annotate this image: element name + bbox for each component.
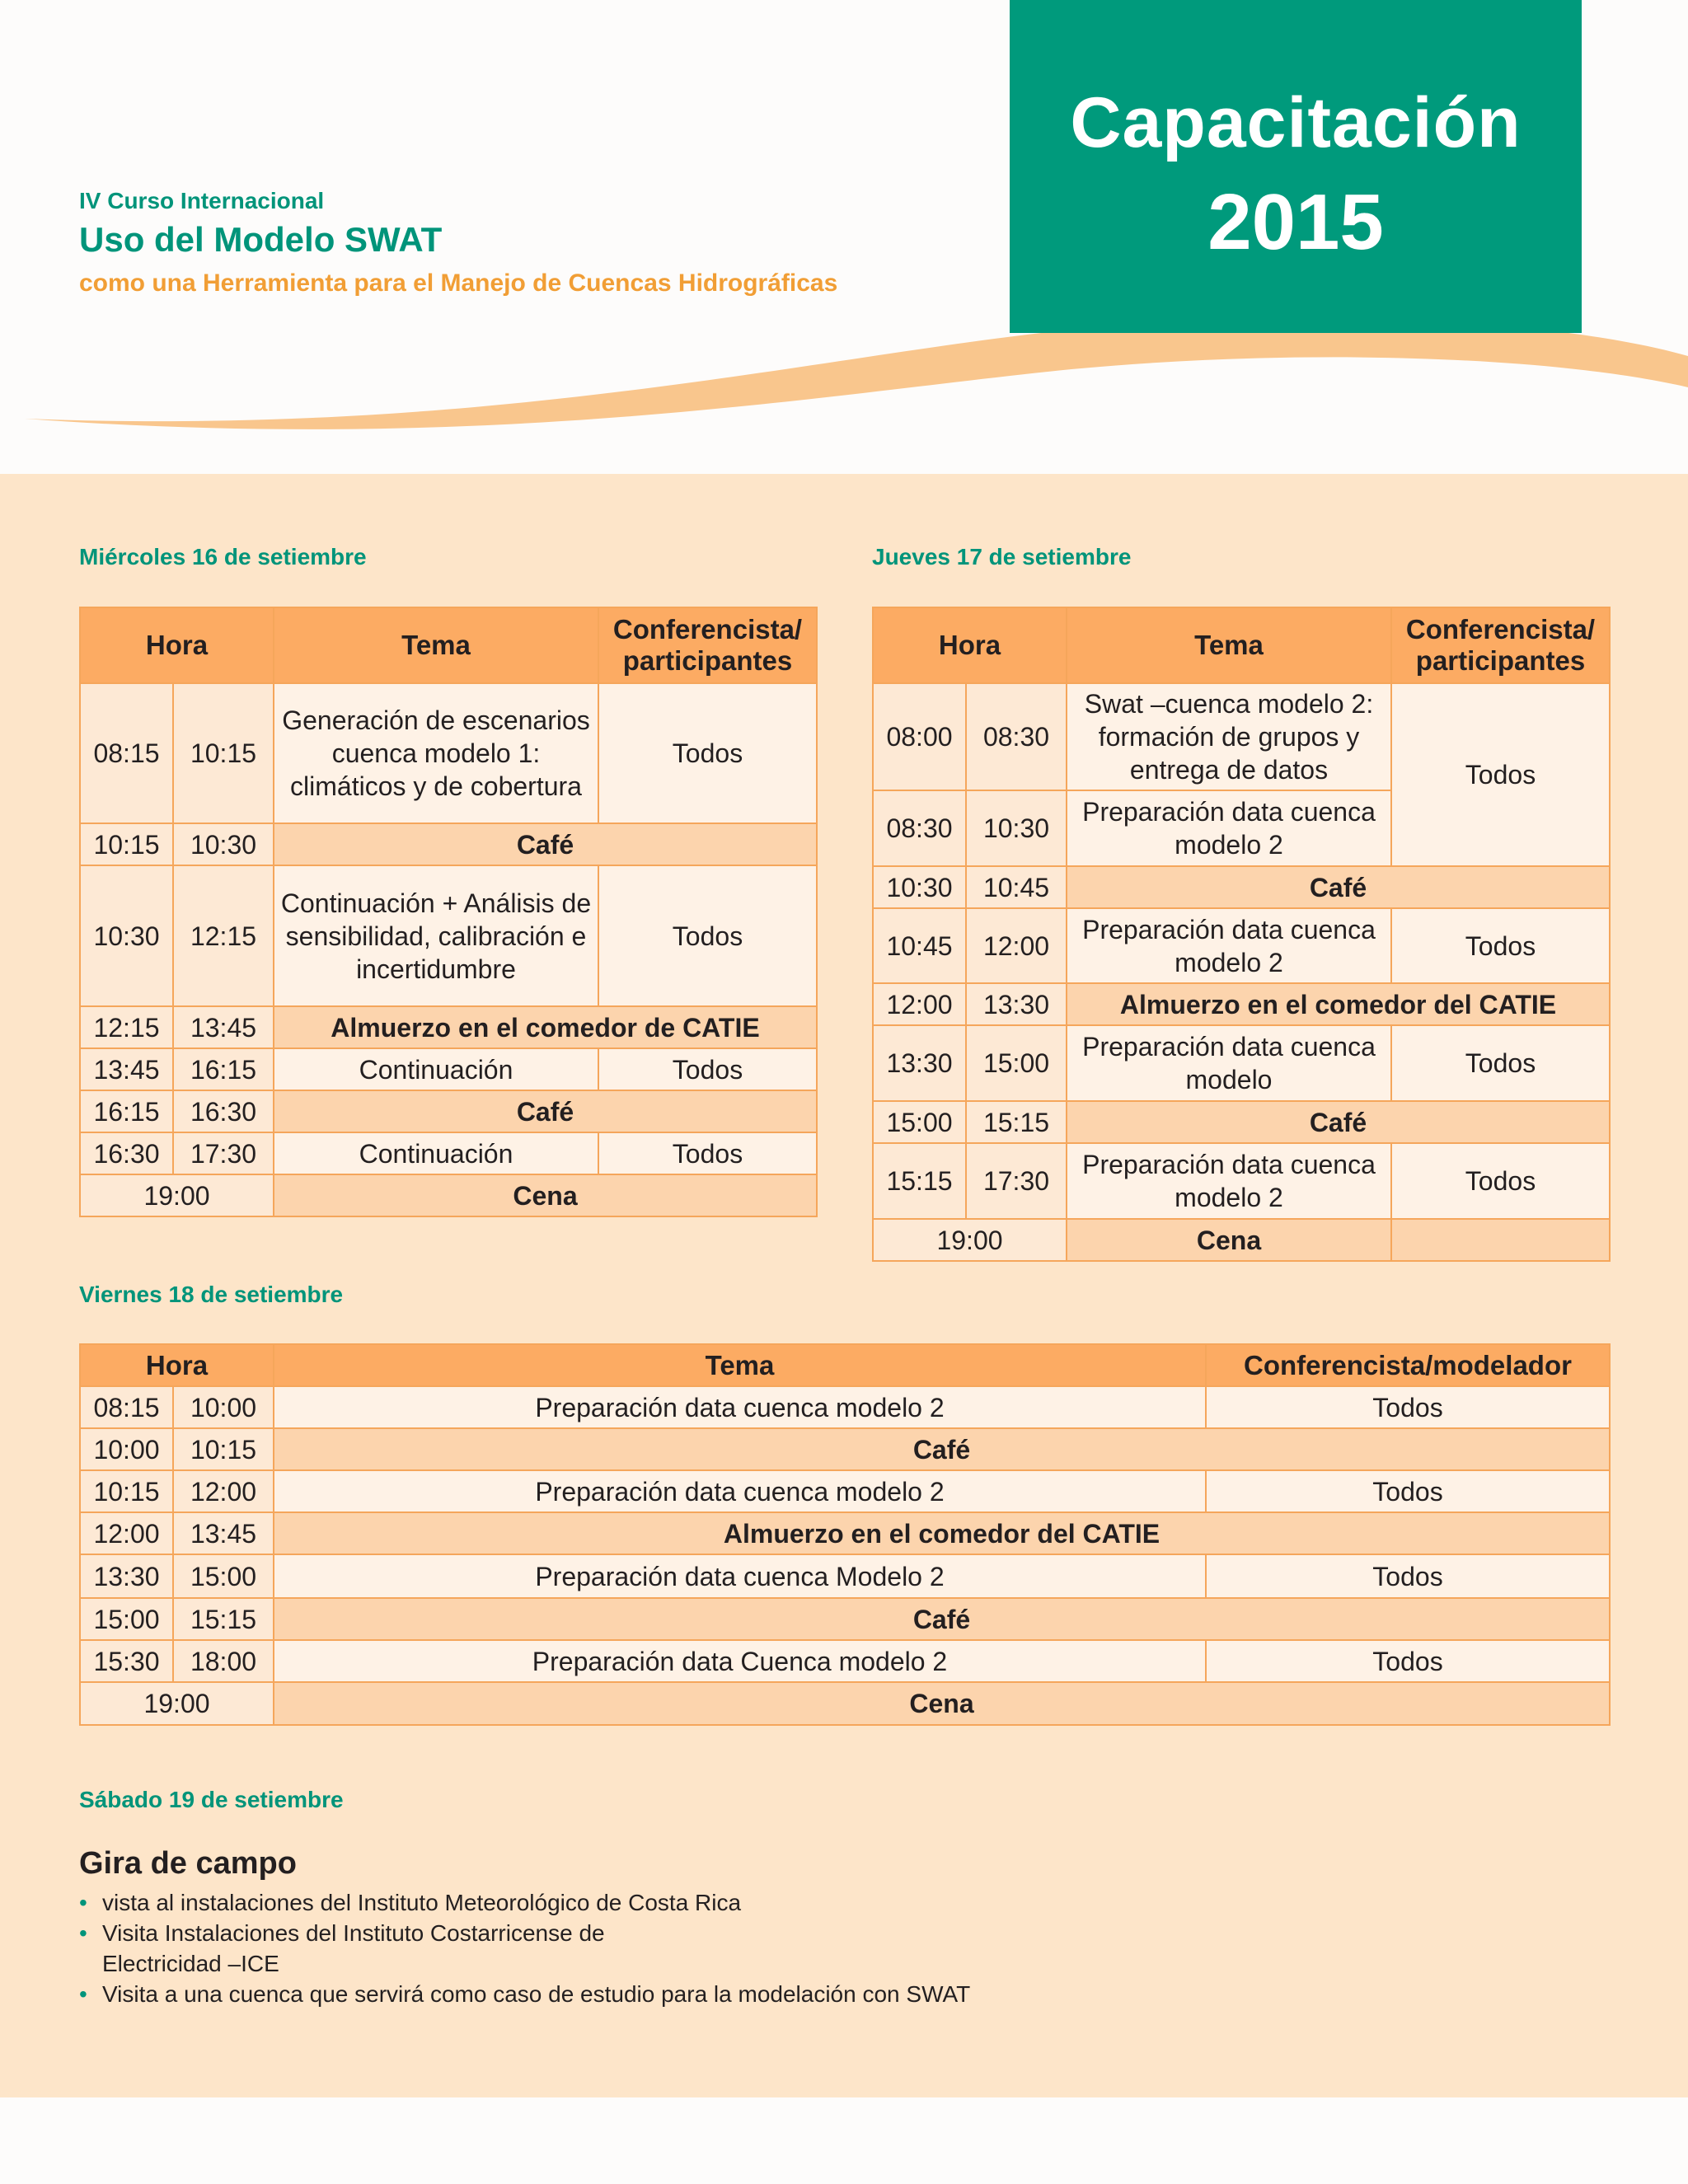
start-time: 12:00: [873, 983, 966, 1025]
start-time: 10:15: [80, 1470, 173, 1512]
time: 19:00: [80, 1682, 274, 1725]
participants: Todos: [598, 1048, 817, 1090]
table-row: [80, 1132, 817, 1174]
topic: Continuación: [274, 1132, 598, 1174]
table-row-break: [80, 1428, 1610, 1470]
table-row-break: [80, 1682, 1610, 1725]
end-time: 10:30: [966, 790, 1067, 866]
participants: Todos: [1206, 1640, 1610, 1682]
table-header-row: [80, 1344, 1610, 1386]
table-row: [873, 1025, 1610, 1101]
capacitacion-badge: [1010, 0, 1582, 333]
break-label: Café: [274, 823, 817, 865]
end-time: 10:45: [966, 866, 1067, 908]
start-time: 15:30: [80, 1640, 173, 1682]
participants: Todos: [1206, 1386, 1610, 1428]
column-header-tema: Tema: [274, 607, 598, 683]
table-row: [873, 1143, 1610, 1219]
end-time: 10:00: [173, 1386, 274, 1428]
topic: Preparación data cuenca modelo 2: [1067, 1143, 1391, 1219]
start-time: 10:00: [80, 1428, 173, 1470]
column-header-hora: Hora: [80, 1344, 274, 1386]
table-row-break: [80, 1598, 1610, 1640]
participants: Todos: [598, 1132, 817, 1174]
topic: Preparación data cuenca modelo: [1067, 1025, 1391, 1101]
list-item-text: Visita Instalaciones del Instituto Costarricense de Electricidad –ICE: [102, 1920, 605, 1976]
table-row-break: [80, 1174, 817, 1216]
participants: Todos: [1206, 1470, 1610, 1512]
break-label: Almuerzo en el comedor de CATIE: [274, 1006, 817, 1048]
table-row: [80, 865, 817, 1006]
break-label: Café: [274, 1428, 1610, 1470]
column-header-tema: Tema: [274, 1344, 1206, 1386]
table-row: [80, 683, 817, 823]
table-row-break: [80, 1512, 1610, 1554]
table-row: [80, 1640, 1610, 1682]
break-label: Almuerzo en el comedor del CATIE: [274, 1512, 1610, 1554]
start-time: 12:15: [80, 1006, 173, 1048]
start-time: 08:00: [873, 683, 966, 790]
table-row: [80, 1470, 1610, 1512]
table-row: [873, 683, 1610, 790]
participants: Todos: [598, 683, 817, 823]
start-time: 15:00: [80, 1598, 173, 1640]
participants: Todos: [598, 865, 817, 1006]
start-time: 10:45: [873, 908, 966, 983]
end-time: 12:00: [173, 1470, 274, 1512]
table-row-break: [80, 823, 817, 865]
day-title-thursday: Jueves 17 de setiembre: [872, 544, 1132, 569]
course-title: Uso del Modelo SWAT: [79, 220, 443, 259]
list-item-text: Visita a una cuenca que servirá como caso de estudio para la modelación con SWAT: [102, 1981, 971, 2007]
end-time: 15:15: [173, 1598, 274, 1640]
end-time: 15:00: [173, 1554, 274, 1598]
start-time: 16:30: [80, 1132, 173, 1174]
start-time: 08:15: [80, 1386, 173, 1428]
column-header-hora: Hora: [80, 607, 274, 683]
list-item: [79, 1979, 1068, 2009]
end-time: 13:45: [173, 1512, 274, 1554]
topic: Preparación data cuenca modelo 2: [1067, 908, 1391, 983]
badge-year: 2015: [1207, 178, 1384, 266]
column-header-tema: Tema: [1067, 607, 1391, 683]
participants: Todos: [1206, 1554, 1610, 1598]
topic: Continuación: [274, 1048, 598, 1090]
participants: Todos: [1391, 1025, 1610, 1101]
table-row: [80, 1554, 1610, 1598]
course-subtitle: como una Herramienta para el Manejo de Cuencas Hidrográficas: [79, 269, 838, 297]
start-time: 08:30: [873, 790, 966, 866]
field-trip-list: [79, 1887, 1068, 2009]
break-label: Café: [274, 1090, 817, 1132]
list-item-text: vista al instalaciones del Instituto Meteorológico de Costa Rica: [102, 1890, 742, 1915]
start-time: 16:15: [80, 1090, 173, 1132]
start-time: 10:15: [80, 823, 173, 865]
end-time: 10:15: [173, 1428, 274, 1470]
break-label: Almuerzo en el comedor del CATIE: [1067, 983, 1610, 1025]
table-row-break: [80, 1006, 817, 1048]
topic: Generación de escenarios cuenca modelo 1: climáticos y de cobertura: [274, 683, 598, 823]
table-header-row: [873, 607, 1610, 683]
end-time: 10:30: [173, 823, 274, 865]
start-time: 13:45: [80, 1048, 173, 1090]
schedule-table-wednesday: [79, 607, 818, 1217]
column-header-conferencista: Conferencista/modelador: [1206, 1344, 1610, 1386]
participants: [1391, 1219, 1610, 1261]
break-label: Cena: [274, 1174, 817, 1216]
schedule-table-friday: [79, 1343, 1611, 1726]
end-time: 17:30: [966, 1143, 1067, 1219]
end-time: 15:00: [966, 1025, 1067, 1101]
topic: Preparación data Cuenca modelo 2: [274, 1640, 1206, 1682]
end-time: 13:30: [966, 983, 1067, 1025]
table-row: [80, 1386, 1610, 1428]
start-time: 10:30: [873, 866, 966, 908]
day-title-wednesday: Miércoles 16 de setiembre: [79, 544, 367, 569]
end-time: 16:15: [173, 1048, 274, 1090]
table-row-break: [873, 1101, 1610, 1143]
start-time: 10:30: [80, 865, 173, 1006]
start-time: 08:15: [80, 683, 173, 823]
badge-title: Capacitación: [1070, 83, 1522, 162]
topic: Preparación data cuenca modelo 2: [274, 1470, 1206, 1512]
day-title-saturday: Sábado 19 de setiembre: [79, 1787, 344, 1812]
break-label: Cena: [1067, 1219, 1391, 1261]
bullet-icon: •: [79, 1920, 87, 1946]
break-label: Café: [1067, 1101, 1610, 1143]
end-time: 08:30: [966, 683, 1067, 790]
break-label: Café: [274, 1598, 1610, 1640]
day-title-friday: Viernes 18 de setiembre: [79, 1282, 344, 1307]
page-header: [0, 0, 1688, 474]
start-time: 12:00: [80, 1512, 173, 1554]
bullet-icon: •: [79, 1981, 87, 2007]
column-header-hora: Hora: [873, 607, 1067, 683]
course-edition: IV Curso Internacional: [79, 188, 325, 213]
column-header-conferencista: Conferencista/ participantes: [598, 607, 817, 683]
table-row-break: [80, 1090, 817, 1132]
table-row-break: [873, 983, 1610, 1025]
start-time: 13:30: [873, 1025, 966, 1101]
break-label: Cena: [274, 1682, 1610, 1725]
schedule-table-thursday: [872, 607, 1611, 1262]
end-time: 17:30: [173, 1132, 274, 1174]
end-time: 12:15: [173, 865, 274, 1006]
list-item: [79, 1887, 1068, 1918]
end-time: 12:00: [966, 908, 1067, 983]
end-time: 18:00: [173, 1640, 274, 1682]
start-time: 15:00: [873, 1101, 966, 1143]
table-row: [80, 1048, 817, 1090]
list-item: [79, 1918, 696, 1979]
end-time: 13:45: [173, 1006, 274, 1048]
start-time: 15:15: [873, 1143, 966, 1219]
topic: Swat –cuenca modelo 2: formación de grupos y entrega de datos: [1067, 683, 1391, 790]
participants: Todos: [1391, 908, 1610, 983]
end-time: 16:30: [173, 1090, 274, 1132]
end-time: 10:15: [173, 683, 274, 823]
time: 19:00: [80, 1174, 274, 1216]
end-time: 15:15: [966, 1101, 1067, 1143]
table-row-break: [873, 1219, 1610, 1261]
topic: Preparación data cuenca Modelo 2: [274, 1554, 1206, 1598]
column-header-conferencista: Conferencista/ participantes: [1391, 607, 1610, 683]
table-row-break: [873, 866, 1610, 908]
topic: Preparación data cuenca modelo 2: [1067, 790, 1391, 866]
bullet-icon: •: [79, 1890, 87, 1915]
start-time: 13:30: [80, 1554, 173, 1598]
topic: Preparación data cuenca modelo 2: [274, 1386, 1206, 1428]
topic: Continuación + Análisis de sensibilidad, calibración e incertidumbre: [274, 865, 598, 1006]
time: 19:00: [873, 1219, 1067, 1261]
break-label: Café: [1067, 866, 1610, 908]
table-header-row: [80, 607, 817, 683]
table-row: [873, 908, 1610, 983]
participants: Todos: [1391, 683, 1610, 866]
participants: Todos: [1391, 1143, 1610, 1219]
field-trip-title: Gira de campo: [79, 1846, 297, 1881]
